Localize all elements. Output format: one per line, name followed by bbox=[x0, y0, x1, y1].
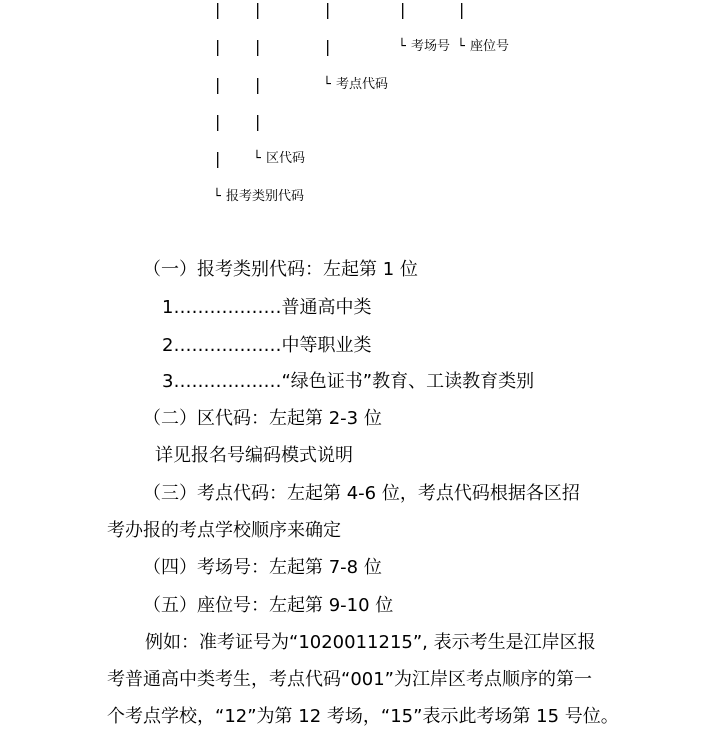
tree-bar: | bbox=[215, 112, 221, 131]
section-4-heading: （四）考场号：左起第 7-8 位 bbox=[143, 557, 382, 578]
tree-bar: | bbox=[255, 37, 261, 56]
tree-bar: | bbox=[459, 0, 465, 19]
section-5-heading: （五）座位号：左起第 9-10 位 bbox=[143, 595, 394, 616]
exam-site-code-label: 考点代码 bbox=[336, 77, 389, 92]
section-2-heading: （二）区代码：左起第 2-3 位 bbox=[143, 408, 382, 429]
example-line-2: 考普通高中类考生，考点代码“001”为江岸区考点顺序的第一 bbox=[107, 669, 593, 690]
tree-bar: | bbox=[215, 149, 221, 168]
section-2-note: 详见报名号编码模式说明 bbox=[155, 445, 353, 466]
section-1-item-2: 2………………中等职业类 bbox=[162, 335, 372, 356]
example-line-3: 个考点学校，“12”为第 12 考场，“15”表示此考场第 15 号位。 bbox=[107, 706, 619, 727]
tree-bar: | bbox=[400, 0, 406, 19]
tree-corner: └ bbox=[457, 39, 465, 54]
tree-bar: | bbox=[215, 75, 221, 94]
tree-bar: | bbox=[325, 0, 331, 19]
seat-label: 座位号 bbox=[470, 39, 510, 54]
section-3-line-2: 考办报的考点学校顺序来确定 bbox=[107, 520, 341, 541]
district-code-label: 区代码 bbox=[266, 151, 306, 166]
section-3-line-1: （三）考点代码：左起第 4-6 位，考点代码根据各区招 bbox=[143, 483, 580, 504]
section-1-item-1: 1………………普通高中类 bbox=[162, 297, 372, 318]
tree-bar: | bbox=[255, 112, 261, 131]
tree-corner: └ bbox=[213, 189, 221, 204]
category-code-label: 报考类别代码 bbox=[226, 189, 305, 204]
tree-corner: └ bbox=[253, 151, 261, 166]
section-1-heading: （一）报考类别代码：左起第 1 位 bbox=[143, 259, 418, 280]
example-line-1: 例如：准考证号为“1020011215”, 表示考生是江岸区报 bbox=[145, 632, 596, 653]
tree-corner: └ bbox=[398, 39, 406, 54]
tree-bar: | bbox=[255, 0, 261, 19]
tree-bar: | bbox=[325, 37, 331, 56]
exam-room-label: 考场号 bbox=[411, 39, 451, 54]
tree-corner: └ bbox=[323, 77, 331, 92]
tree-bar: | bbox=[215, 0, 221, 19]
tree-bar: | bbox=[255, 75, 261, 94]
section-1-item-3: 3………………“绿色证书”教育、工读教育类别 bbox=[162, 371, 535, 392]
tree-bar: | bbox=[215, 37, 221, 56]
